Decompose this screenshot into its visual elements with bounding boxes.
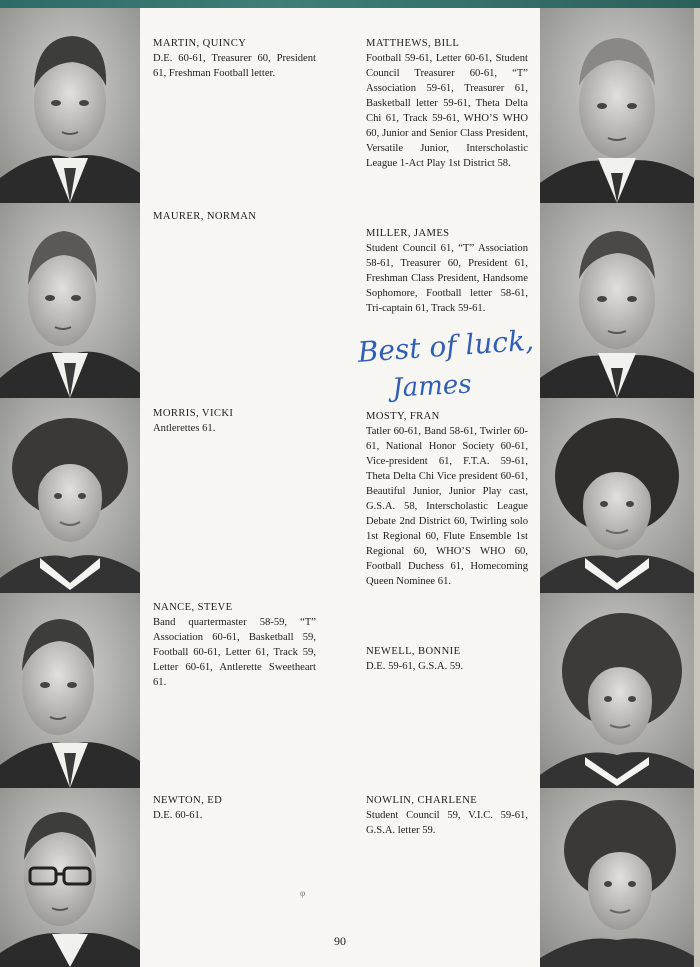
entry-miller-james <box>366 226 528 316</box>
stray-mark: φ <box>300 888 306 898</box>
entry-newell-bonnie <box>366 644 528 674</box>
portrait-nance-steve <box>0 593 140 788</box>
student-activities: Student Council 59, V.I.C. 59-61, G.S.A. letter 59. <box>366 810 528 836</box>
student-activities: Football 59-61, Letter 60-61, Student Council Treasurer 60-61, “T” Association 59-61, Treasurer 61, Basketball letter 59-61, Theta Delta Chi 61, Track 59-61, WHO’S WHO 60, Junior and Senior Class President, Versatile Junior, Interscholastic League 1-Act Play 1st District 58. <box>366 53 528 169</box>
portrait-matthews-bill <box>540 8 694 203</box>
autograph-line-2: James <box>391 369 473 404</box>
student-name: MATTHEWS, BILL <box>366 38 460 49</box>
student-activities: Tatler 60-61, Band 58-61, Twirler 60-61, National Honor Society 60-61, Vice-president 61, F.T.A. 59-61, Theta Delta Chi Vice president 60-61, Beautiful Junior, Junior Play cast, G.S.A. 58, Interscholastic League Debate 2nd District 60, Twirling solo 1st Regional 60, Flute Ensemble 1st Regional 60, WHO’S WHO 60, Football Duchess 61, Homecoming Queen Nominee 61. <box>366 426 528 587</box>
student-name: NEWTON, ED <box>153 795 223 806</box>
entry-newton-ed <box>153 793 316 823</box>
portrait-newton-ed <box>0 788 140 967</box>
student-activities: D.E. 60-61, Treasurer 60, President 61, Freshman Football letter. <box>153 53 316 79</box>
portrait-maurer-norman <box>0 203 140 398</box>
right-margin <box>694 8 700 967</box>
handwritten-autograph <box>352 322 542 404</box>
page-number: 90 <box>334 934 346 948</box>
entry-martin-quincy <box>153 36 316 81</box>
student-name: NANCE, STEVE <box>153 602 233 613</box>
portrait-newell-bonnie <box>540 593 694 788</box>
student-name: NOWLIN, CHARLENE <box>366 795 478 806</box>
portrait-nowlin-charlene <box>540 788 694 967</box>
student-name: MAURER, NORMAN <box>153 211 257 222</box>
portrait-morris-vicki <box>0 398 140 593</box>
entry-matthews-bill <box>366 36 528 171</box>
autograph-line-1: Best of luck, <box>356 323 535 369</box>
portrait-miller-james <box>540 203 694 398</box>
entry-nance-steve <box>153 600 316 690</box>
entry-maurer-norman <box>153 209 316 224</box>
entry-nowlin-charlene <box>366 793 528 838</box>
portrait-mosty-fran <box>540 398 694 593</box>
student-activities: Antlerettes 61. <box>153 423 216 434</box>
student-activities: Student Council 61, “T” Association 58-61, Treasurer 60, President 61, Freshman Class President, Handsome Sophomore, Football letter 58-61, Tri-captain 61, Track 59-61. <box>366 243 528 314</box>
student-name: MOSTY, FRAN <box>366 411 440 422</box>
student-name: NEWELL, BONNIE <box>366 646 461 657</box>
student-activities: D.E. 60-61. <box>153 810 203 821</box>
student-activities: D.E. 59-61, G.S.A. 59. <box>366 661 464 672</box>
cover-edge <box>0 0 700 8</box>
student-name: MILLER, JAMES <box>366 228 450 239</box>
entry-morris-vicki <box>153 406 316 436</box>
student-activities: Band quartermaster 58-59, “T” Association 60-61, Basketball 59, Football 60-61, Letter 61, Track 59, Letter 60-61, Antlerette Sweetheart 61. <box>153 617 316 688</box>
student-name: MORRIS, VICKI <box>153 408 234 419</box>
portrait-martin-quincy <box>0 8 140 203</box>
entry-mosty-fran <box>366 409 528 589</box>
student-name: MARTIN, QUINCY <box>153 38 247 49</box>
